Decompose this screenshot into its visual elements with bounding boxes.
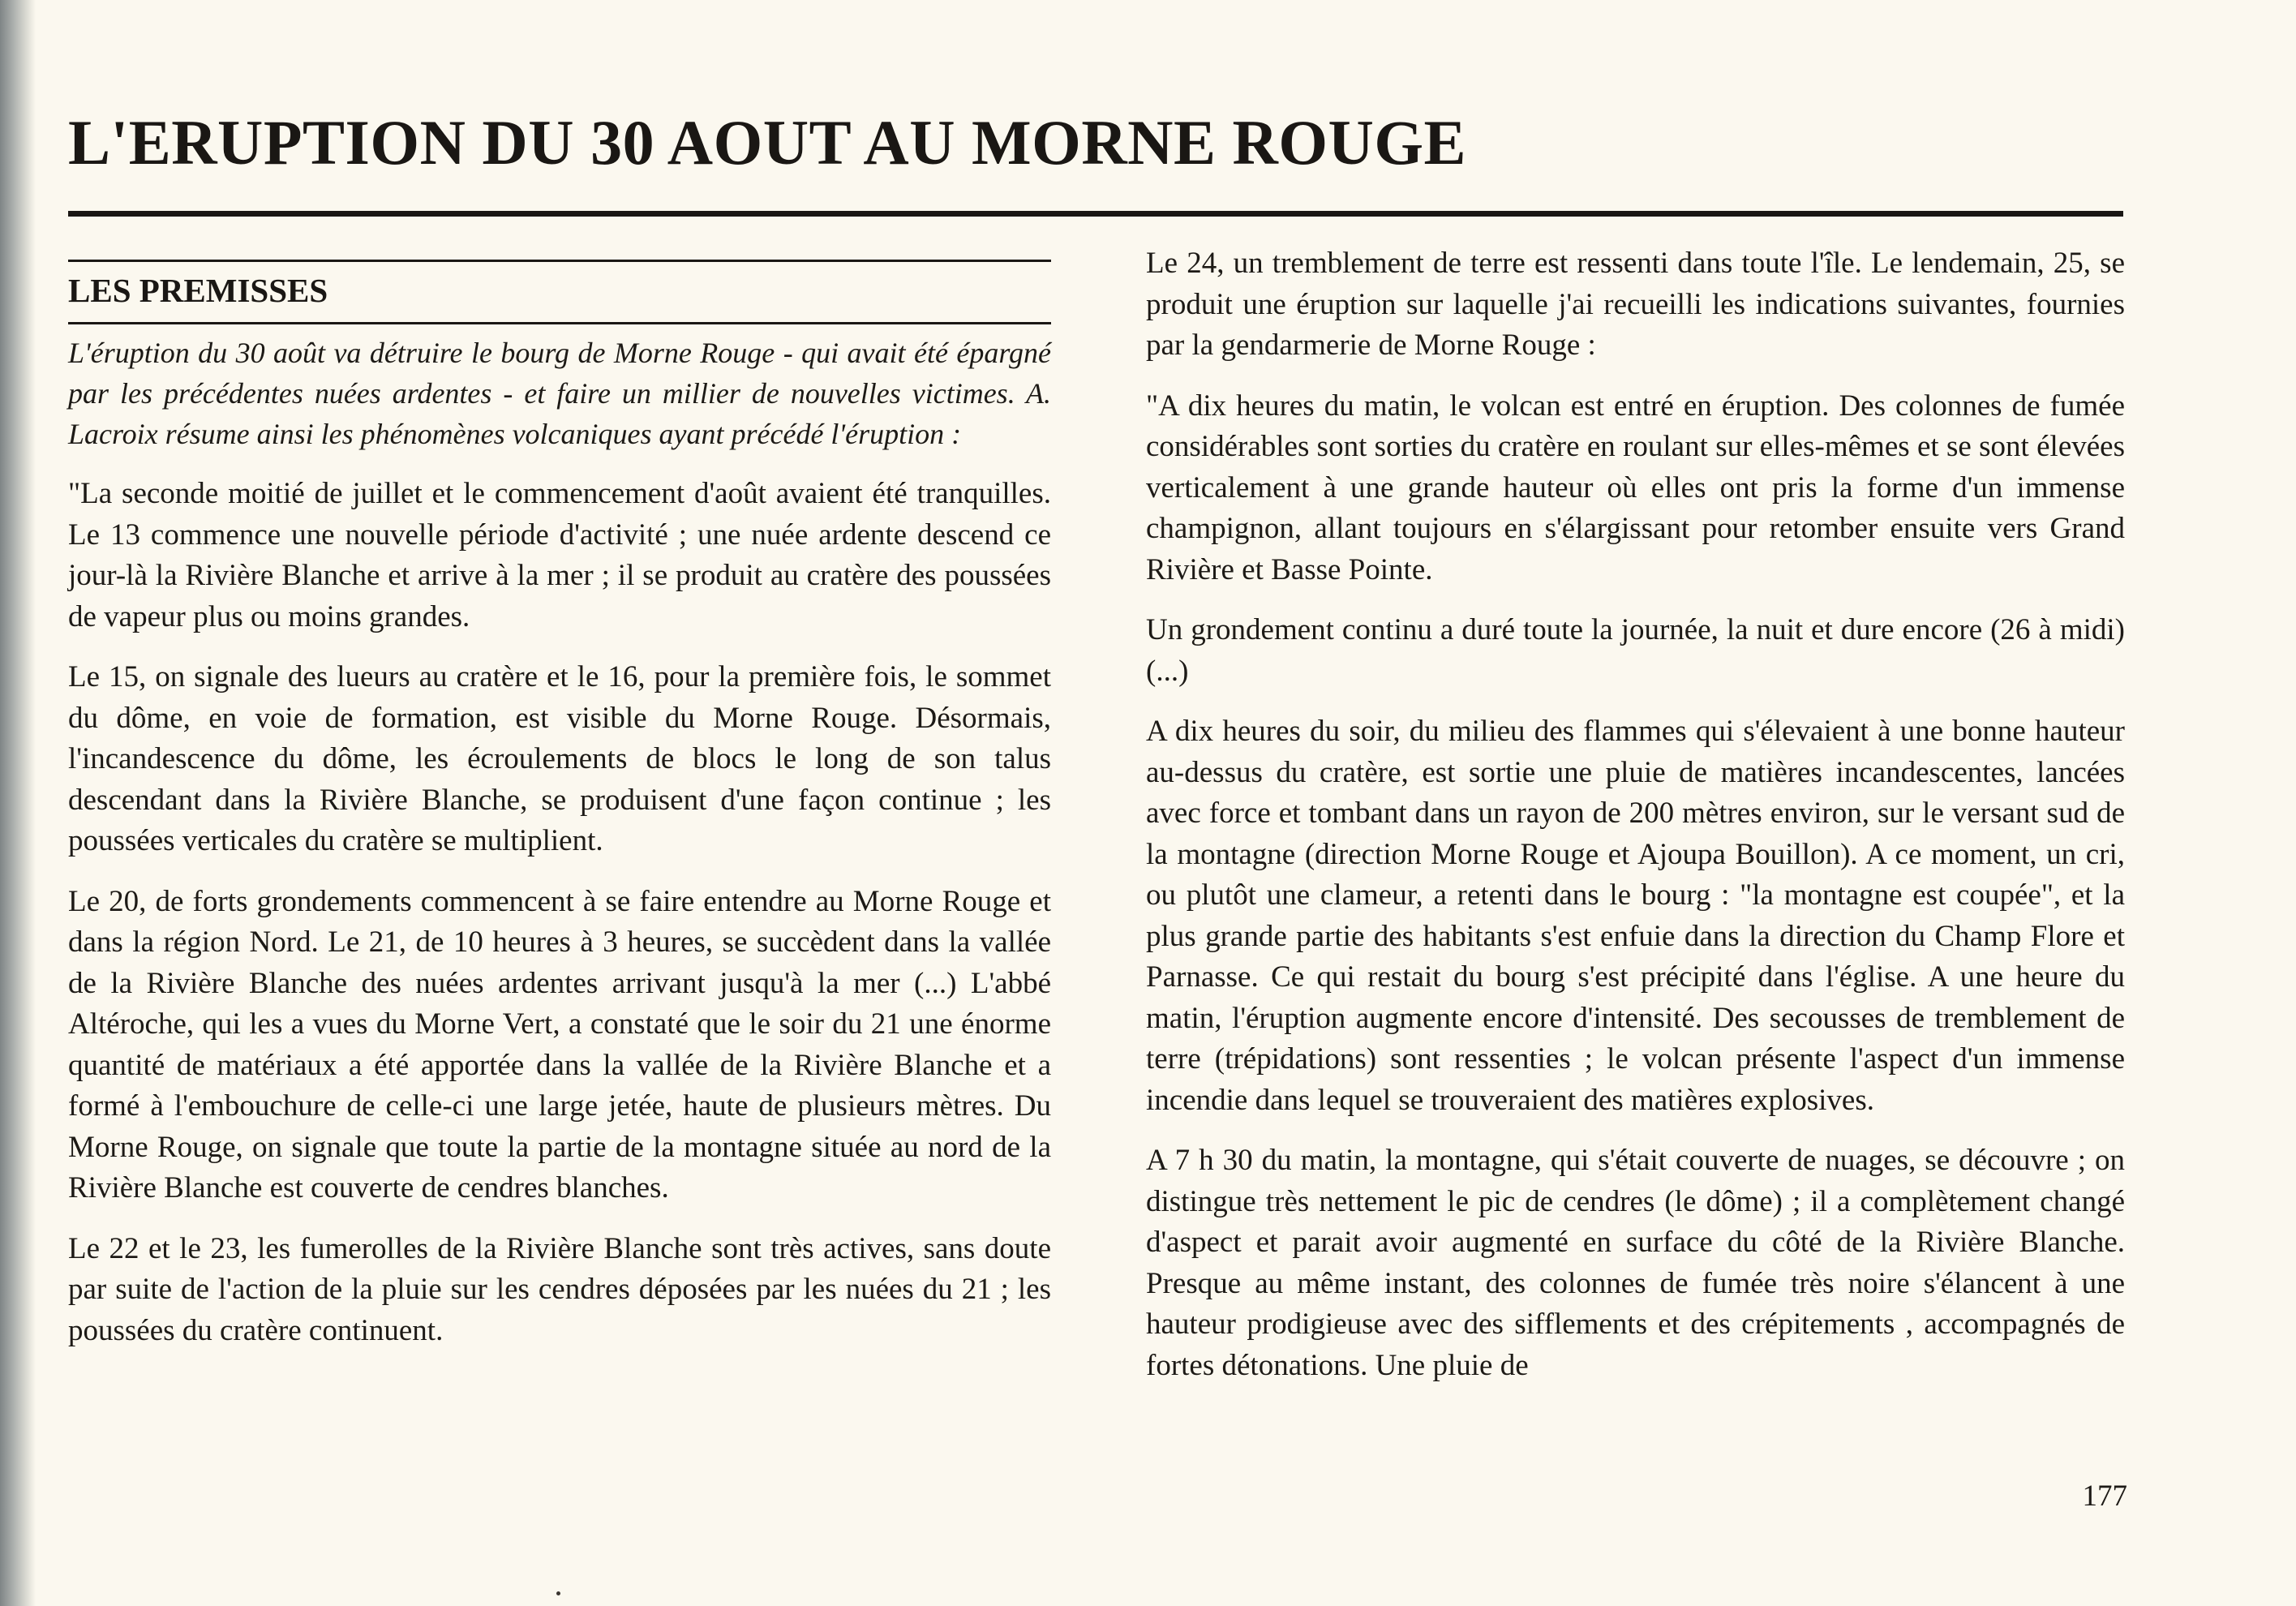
body-paragraph: "A dix heures du matin, le volcan est entré en éruption. Des colonnes de fumée considérables sont sorties du cratère en roulant sur elles-mêmes et se sont élevées verticalement à une grande hauteur où elles ont pris la forme d'un immense champignon, allant toujours en s'élargissant pour retomber ensuite vers Grand Rivière et Basse Pointe. — [1146, 389, 2125, 586]
left-column — [68, 260, 1051, 1371]
body-paragraph: A dix heures du soir, du milieu des flammes qui s'élevaient à une bonne hauteur au-dessus du cratère, est sortie une pluie de matières incandescentes, lancées avec force et tombant dans un rayon de 200 mètres environ, sur le versant sud de la montagne (direction Morne Rouge et Ajoupa Bouillon). A ce moment, un cri, ou plutôt une clameur, a retenti dans le bourg : "la montagne est coupée", et la plus grande partie des habitants s'est enfuie dans la direction du Champ Flore et Parnasse. Ce qui restait du bourg s'est précipité dans l'église. A une heure du matin, l'éruption augmente encore d'intensité. Des secousses de tremblement de terre (trépidations) sont ressenties ; le volcan présente l'aspect d'un immense incendie dans lequel se trouveraient des matières explosives. — [1146, 715, 2125, 1117]
body-paragraph: Le 15, on signale des lueurs au cratère et le 16, pour la première fois, le sommet du dôme, en voie de formation, est visible du Morne Rouge. Désormais, l'incandescence du dôme, les écroulements de blocs le long de son talus descendant dans la Rivière Blanche, se produisent d'une façon continue ; les poussées verticales du cratère se multiplient. — [68, 660, 1051, 857]
body-paragraph: Un grondement continu a duré toute la journée, la nuit et dure encore (26 à midi) (...) — [1146, 613, 2125, 688]
page-title: L'ERUPTION DU 30 AOUT AU MORNE ROUGE — [68, 107, 1467, 178]
page-number: 177 — [2082, 1479, 2127, 1513]
title-rule — [68, 211, 2123, 217]
body-paragraph: "La seconde moitié de juillet et le commencement d'août avaient été tranquilles. Le 13 commence une nouvelle période d'activité ; une nuée ardente descend ce jour-là la Rivière Blanche et arrive à la mer ; il se produit au cratère des poussées de vapeur plus ou moins grandes. — [68, 477, 1051, 633]
right-column — [1146, 243, 2125, 1406]
section-rule-bottom — [68, 322, 1051, 324]
body-paragraph: Le 22 et le 23, les fumerolles de la Rivière Blanche sont très actives, sans doute par suite de l'action de la pluie sur les cendres déposées par les nuées du 21 ; les poussées du cratère continuent. — [68, 1231, 1051, 1347]
binding-gutter-shadow — [0, 0, 36, 1606]
scan-speck — [556, 1591, 560, 1595]
body-paragraph: Le 20, de forts grondements commencent à se faire entendre au Morne Rouge et dans la région Nord. Le 21, de 10 heures à 3 heures, se succèdent dans la vallée de la Rivière Blanche des nuées ardentes arrivant jusqu'à la mer (...) L'abbé Altéroche, qui les a vues du Morne Vert, a constaté que le soir du 21 une énorme quantité de matériaux a été apportée dans la vallée de la Rivière Blanche et a formé à l'embouchure de celle-ci une large jetée, haute de plusieurs mètres. Du Morne Rouge, on signale que toute la partie de la montagne située au nord de la Rivière Blanche est couverte de cendres blanches. — [68, 884, 1051, 1204]
section-heading: LES PREMISSES — [68, 272, 328, 309]
intro-paragraph: L'éruption du 30 août va détruire le bourg de Morne Rouge - qui avait été épargné par les précédentes nuées ardentes - et faire un millier de nouvelles victimes. A. Lacroix résume ainsi les phénomènes volcaniques ayant précédé l'éruption : — [68, 337, 1051, 450]
body-paragraph: A 7 h 30 du matin, la montagne, qui s'était couverte de nuages, se découvre ; on distingue très nettement le pic de cendres (le dôme) ; il a complètement changé d'aspect et parait avoir augmenté en surface du côté de la Rivière Blanche. Presque au même instant, des colonnes de fumée très noire s'élancent à une hauteur prodigieuse avec des sifflements et des crépitements , accompagnés de fortes détonations. Une pluie de — [1146, 1144, 2125, 1382]
body-paragraph: Le 24, un tremblement de terre est ressenti dans toute l'île. Le lendemain, 25, se produit une éruption sur laquelle j'ai recueilli les indications suivantes, fournies par la gendarmerie de Morne Rouge : — [1146, 247, 2125, 362]
